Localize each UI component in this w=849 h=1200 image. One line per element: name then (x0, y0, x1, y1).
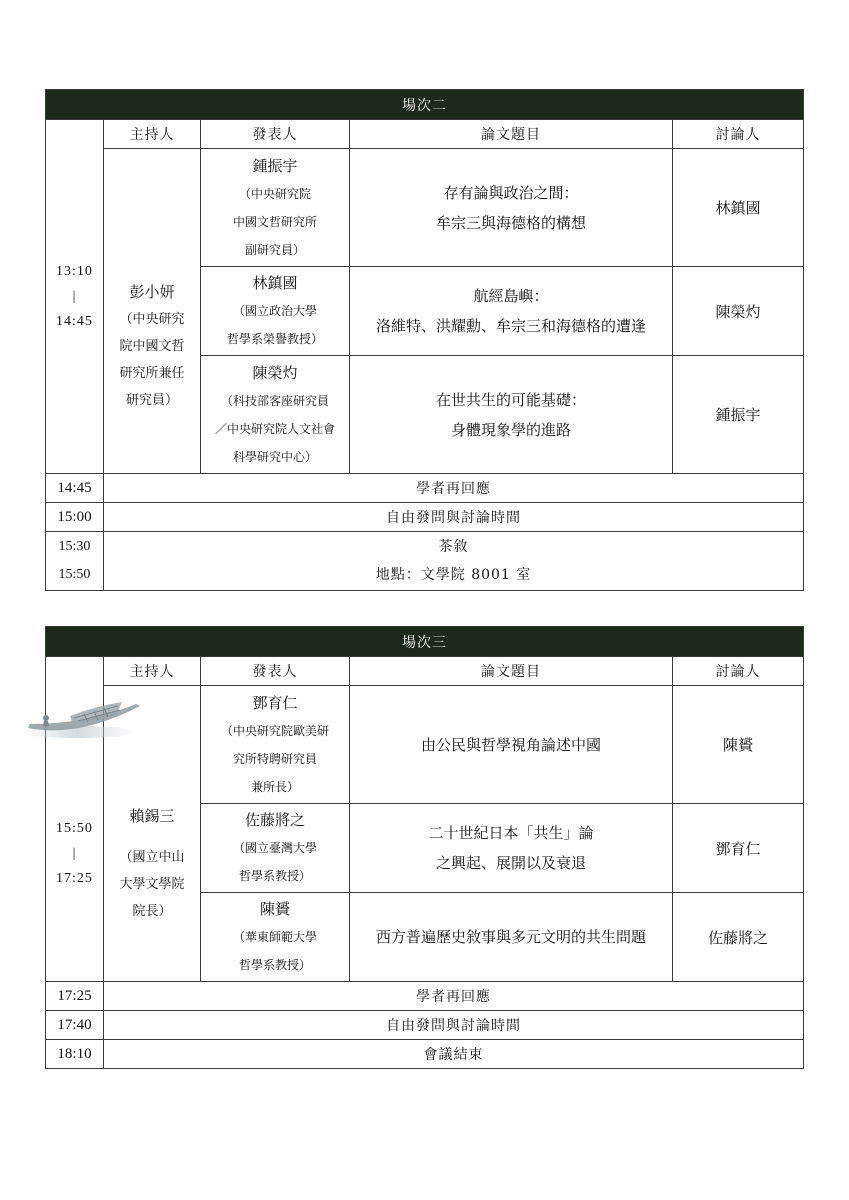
table-row (46, 149, 804, 267)
presenter-affiliation: （國立政治大學 (232, 304, 317, 318)
moderator-affiliation: 研究所兼任 (119, 365, 185, 381)
row-activity: 自由發問與討論時間 (104, 503, 804, 532)
discussant: 陳贇 (673, 686, 804, 804)
header-presenter: 發表人 (201, 120, 350, 149)
moderator-affiliation: 大學文學院 (119, 876, 185, 892)
presenter-name: 林鎮國 (252, 274, 298, 292)
presenter-cell (201, 893, 350, 982)
presenter-cell (201, 804, 350, 893)
row-time: 14:45 (46, 474, 104, 503)
paper-title: 在世共生的可能基礎： 身體現象學的進路 (350, 356, 673, 474)
paper-title: 西方普遍歷史敘事與多元文明的共生問題 (350, 893, 673, 982)
presenter-affiliation: （國立臺灣大學 (232, 841, 317, 855)
header-discussant: 討論人 (673, 657, 804, 686)
session3-title: 場次三 (46, 627, 804, 657)
presenter-name: 佐藤將之 (244, 811, 305, 829)
presenter-affiliation: 副研究員） (244, 242, 305, 257)
presenter-affiliation: 中國文哲研究所 (232, 214, 317, 229)
row-activity: 學者再回應 (104, 982, 804, 1011)
presenter-name: 鍾振宇 (252, 156, 298, 175)
session3-header-row (46, 657, 804, 686)
paper-title: 由公民與哲學視角論述中國 (350, 686, 673, 804)
break-location: 地點：文學院 8001 室 (375, 567, 532, 583)
moderator-affiliation: （中央研究 (119, 311, 185, 327)
discussant: 陳榮灼 (673, 267, 804, 356)
header-moderator: 主持人 (104, 657, 201, 686)
presenter-affiliation: 哲學系榮譽教授） (226, 332, 323, 346)
paper-title: 存有論與政治之間： 牟宗三與海德格的構想 (350, 149, 673, 267)
presenter-affiliation: （華東師範大學 (232, 930, 317, 944)
presenter-affiliation: （中央研究院 (238, 186, 311, 201)
session2-title: 場次二 (46, 90, 804, 120)
table-row (46, 532, 804, 591)
table-row (46, 686, 804, 804)
session3-title-row (46, 627, 804, 657)
presenter-name: 鄧育仁 (252, 693, 298, 712)
table-row (46, 1040, 804, 1069)
row-activity: 學者再回應 (104, 474, 804, 503)
discussant: 鍾振宇 (673, 356, 804, 474)
session2-table (45, 89, 804, 591)
presenter-affiliation: 哲學系教授） (238, 869, 311, 883)
row-time: 17:25 (46, 982, 104, 1011)
header-paper: 論文題目 (350, 120, 673, 149)
table-row (46, 1011, 804, 1040)
presenter-affiliation: 哲學系教授） (238, 958, 311, 972)
header-presenter: 發表人 (201, 657, 350, 686)
header-discussant: 討論人 (673, 120, 804, 149)
session3-moderator (104, 686, 201, 982)
presenter-cell (201, 686, 350, 804)
paper-title: 航經島嶼： 洛維特、洪耀勳、牟宗三和海德格的遭逢 (350, 267, 673, 356)
row-activity: 自由發問與討論時間 (104, 1011, 804, 1040)
session2-header-row (46, 120, 804, 149)
break-time: 15:30 15:50 (46, 532, 104, 591)
paper-title: 二十世紀日本「共生」論 之興起、展開以及衰退 (350, 804, 673, 893)
session2-moderator (104, 149, 201, 474)
table-row (46, 982, 804, 1011)
session3-table (45, 626, 804, 1069)
moderator-name: 彭小妍 (129, 282, 175, 301)
discussant: 佐藤將之 (673, 893, 804, 982)
moderator-affiliation: 研究員） (125, 392, 178, 408)
moderator-affiliation: 院中國文哲 (119, 338, 185, 354)
break-title: 茶敘 (438, 539, 469, 555)
session2-title-row (46, 90, 804, 120)
break-info (104, 532, 804, 591)
row-time: 17:40 (46, 1011, 104, 1040)
presenter-cell (201, 356, 350, 474)
table-row (46, 474, 804, 503)
presenter-affiliation: 究所特聘研究員 (232, 751, 317, 766)
session3-time-range: 15:50 | 17:25 (46, 657, 104, 982)
presenter-affiliation: （中央研究院歐美研 (220, 723, 329, 738)
presenter-affiliation: 兼所長） (250, 779, 299, 794)
presenter-name: 陳榮灼 (252, 363, 298, 382)
moderator-name: 賴錫三 (129, 806, 175, 825)
session2-time-range: 13:10 | 14:45 (46, 120, 104, 474)
moderator-affiliation: 院長） (132, 903, 172, 919)
presenter-affiliation: ／中央研究院人文社會 (214, 421, 335, 436)
row-time: 18:10 (46, 1040, 104, 1069)
row-time: 15:00 (46, 503, 104, 532)
presenter-affiliation: 科學研究中心） (232, 449, 317, 464)
presenter-cell (201, 267, 350, 356)
discussant: 鄧育仁 (673, 804, 804, 893)
presenter-name: 陳贇 (259, 900, 290, 918)
row-activity: 會議結束 (104, 1040, 804, 1069)
discussant: 林鎮國 (673, 149, 804, 267)
moderator-affiliation: （國立中山 (119, 849, 185, 865)
presenter-cell (201, 149, 350, 267)
header-moderator: 主持人 (104, 120, 201, 149)
presenter-affiliation: （科技部客座研究員 (220, 393, 329, 408)
header-paper: 論文題目 (350, 657, 673, 686)
table-row (46, 503, 804, 532)
